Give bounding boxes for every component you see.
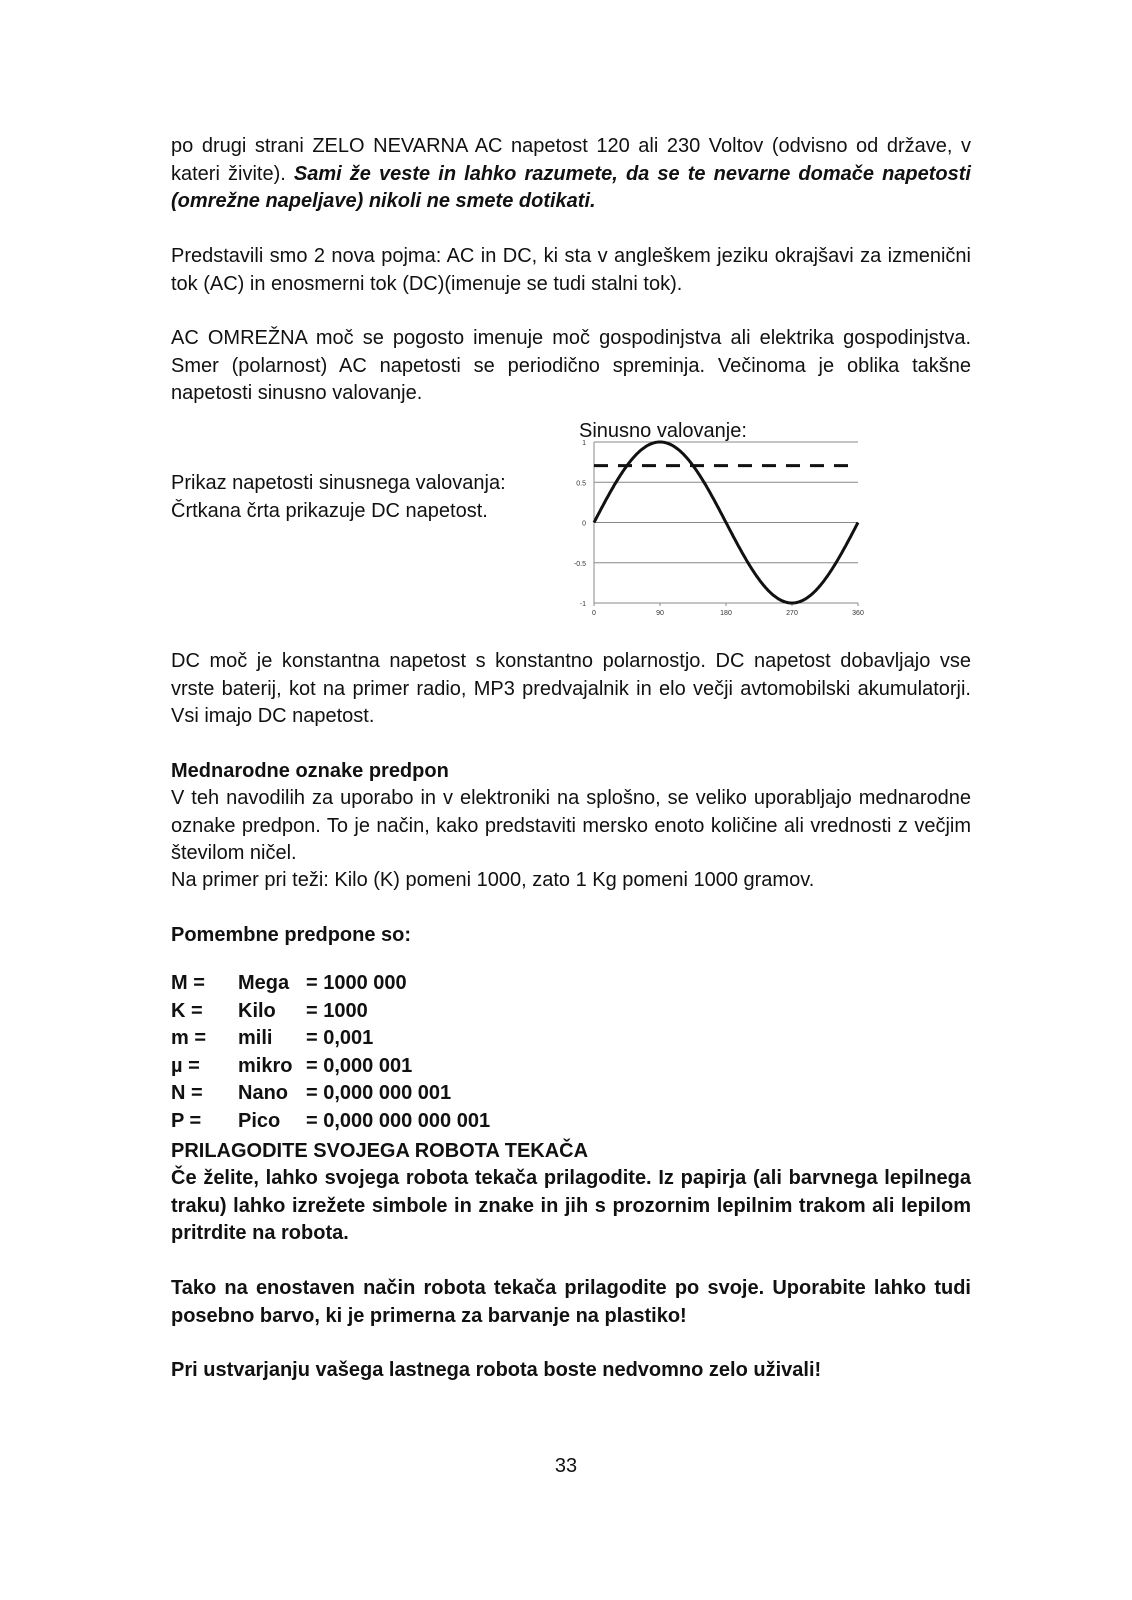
x-tick-label: 90 xyxy=(656,610,664,617)
prefix-name: Kilo xyxy=(238,999,276,1022)
prefix-row xyxy=(171,1080,490,1108)
prefix-value: = 0,001 xyxy=(306,1027,374,1049)
paragraph-customize: Če želite, lahko svojega robota tekača prilagodite. Iz papirja (ali barvnega lepilnega traku) lahko izrežete simbole in znake in jih s prozornim lepilnim trakom ali lepilom pritrdite na robota. xyxy=(171,1167,971,1244)
paragraph-ac-danger-text: po drugi strani ZELO NEVARNA AC napetost 120 ali 230 Voltov (odvisno od države, v kateri živite). xyxy=(171,135,971,185)
chart-caption-line1: Prikaz napetosti sinusnega valovanja: xyxy=(171,472,506,494)
heading-prefixes: Mednarodne oznake predpon xyxy=(171,760,449,782)
paragraph-ac-danger xyxy=(171,133,971,216)
sine-wave-chart xyxy=(556,440,876,630)
prefix-name: mili xyxy=(238,1027,273,1049)
heading-important-prefixes: Pomembne predpone so: xyxy=(171,924,412,946)
paragraph-ac-mains: AC OMREŽNA moč se pogosto imenuje moč gospodinjstva ali elektrika gospodinjstva. Smer (polarnost) AC napetosti se periodično spreminja. Večinoma je oblika takšne napetosti sinusno valovanje. xyxy=(171,327,971,404)
prefix-value: = 1000 xyxy=(306,999,368,1022)
prefix-name: mikro xyxy=(238,1054,293,1077)
y-tick-label: -1 xyxy=(579,601,586,608)
y-tick-label: 0.5 xyxy=(576,480,586,488)
y-tick-label: 0 xyxy=(582,520,586,528)
x-tick-label: 360 xyxy=(852,610,864,617)
prefix-row xyxy=(171,1025,490,1053)
prefix-row xyxy=(171,1108,490,1136)
chart-caption xyxy=(171,470,551,525)
prefix-symbol: m = xyxy=(171,1027,207,1049)
prefix-value: = 0,000 000 001 xyxy=(306,1082,452,1104)
prefix-symbol: N = xyxy=(171,1082,203,1104)
y-tick-label: -0.5 xyxy=(573,560,586,568)
x-tick-label: 0 xyxy=(592,610,596,617)
paragraph-prefixes-intro: V teh navodilih za uporabo in v elektroniki na splošno, se veliko uporabljajo mednarodne oznake predpon. To je način, kako predstaviti mersko enoto količine ali vrednosti z večjim številom ničel. xyxy=(171,787,971,864)
prefix-value: = 0,000 000 000 001 xyxy=(306,1109,491,1132)
prefix-value: = 0,000 001 xyxy=(306,1054,413,1077)
prefix-name: Mega xyxy=(238,972,290,994)
prefix-name: Pico xyxy=(238,1109,281,1132)
paragraph-customize-paint: Tako na enostaven način robota tekača prilagodite po svoje. Uporabite lahko tudi posebno barvo, ki je primerna za barvanje na plastiko! xyxy=(171,1277,971,1327)
prefix-table xyxy=(171,970,490,1135)
paragraph-enjoy: Pri ustvarjanju vašega lastnega robota boste nedvomno zelo uživali! xyxy=(171,1359,822,1381)
prefix-row xyxy=(171,1053,490,1081)
page-number: 33 xyxy=(554,1455,578,1477)
prefix-symbol: P = xyxy=(171,1109,202,1132)
chart-title: Sinusno valovanje: xyxy=(579,420,747,442)
prefix-symbol: µ = xyxy=(171,1054,200,1077)
prefix-table-body xyxy=(171,970,490,1135)
prefix-symbol: M = xyxy=(171,972,205,994)
heading-customize: PRILAGODITE SVOJEGA ROBOTA TEKAČA xyxy=(171,1140,589,1162)
chart-caption-line2: Črtkana črta prikazuje DC napetost. xyxy=(171,499,488,522)
y-tick-label: 1 xyxy=(582,440,586,447)
prefix-value: = 1000 000 xyxy=(306,972,407,994)
paragraph-dc-power: DC moč je konstantna napetost s konstantno polarnostjo. DC napetost dobavljajo vse vrste baterij, kot na primer radio, MP3 predvajalnik in elo večji avtomobilski akumulatorji. Vsi imajo DC napetost. xyxy=(171,650,971,727)
warning-emphasis: Sami že veste in lahko razumete, da se te nevarne domače napetosti (omrežne napeljave) nikoli ne smete dotikati. xyxy=(171,162,971,212)
x-tick-label: 270 xyxy=(786,610,798,617)
prefix-row xyxy=(171,970,490,998)
x-tick-label: 180 xyxy=(720,610,732,617)
paragraph-weight-example: Na primer pri teži: Kilo (K) pomeni 1000, zato 1 Kg pomeni 1000 gramov. xyxy=(171,869,815,891)
prefix-symbol: K = xyxy=(171,999,203,1022)
prefix-name: Nano xyxy=(238,1082,288,1104)
paragraph-ac-dc-terms: Predstavili smo 2 nova pojma: AC in DC, ki sta v angleškem jeziku okrajšavi za izmenični tok (AC) in enosmerni tok (DC)(imenuje se tudi stalni tok). xyxy=(171,245,971,295)
prefix-row xyxy=(171,998,490,1026)
